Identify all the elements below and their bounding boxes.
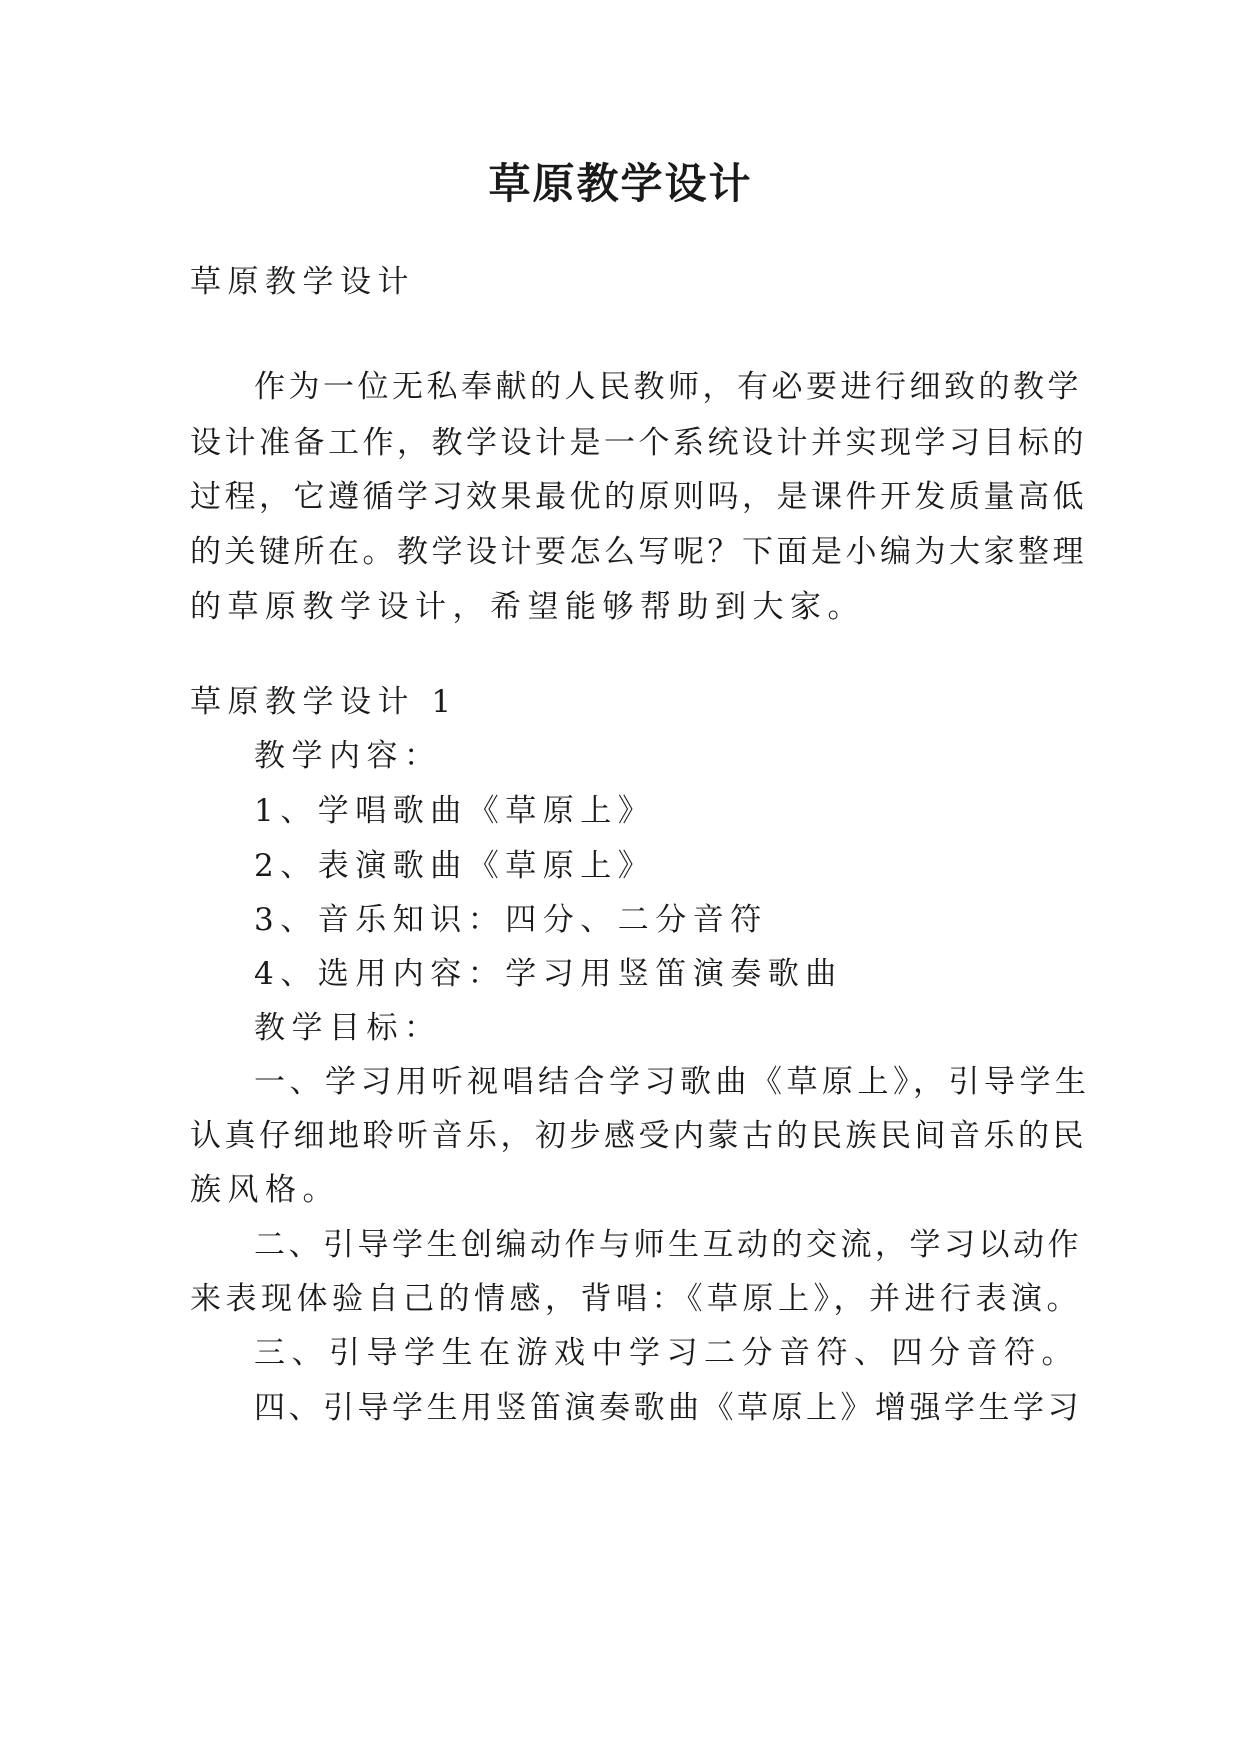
content-item: 3、音乐知识：四分、二分音符 — [254, 902, 768, 938]
intro-line: 的草原教学设计，希望能够帮助到大家。 — [190, 589, 865, 625]
content-item: 2、表演歌曲《草原上》 — [254, 848, 656, 884]
goal-line: 三、引导学生在游戏中学习二分音符、四分音符。 — [254, 1335, 1079, 1371]
content-label: 教学内容： — [254, 738, 442, 774]
goal-line: 一、学习用听视唱结合学习歌曲《草原上》，引导学生 — [254, 1064, 1091, 1100]
intro-line: 过程，它遵循学习效果最优的原则吗，是课件开发质量高低 — [190, 479, 1087, 515]
document-subtitle: 草原教学设计 — [190, 264, 415, 300]
intro-line: 的关键所在。教学设计要怎么写呢？下面是小编为大家整理 — [190, 534, 1087, 570]
section-heading: 草原教学设计 1 — [190, 684, 458, 720]
content-item: 4、选用内容：学习用竖笛演奏歌曲 — [254, 956, 843, 992]
goal-line: 族风格。 — [190, 1172, 340, 1208]
goal-line: 认真仔细地聆听音乐，初步感受内蒙古的民族民间音乐的民 — [190, 1118, 1087, 1154]
intro-line: 作为一位无私奉献的人民教师，有必要进行细致的教学 — [254, 369, 1082, 405]
goal-line: 来表现体验自己的情感，背唱：《草原上》，并进行表演。 — [190, 1281, 1082, 1317]
goals-label: 教学目标： — [254, 1010, 442, 1046]
document-title: 草原教学设计 — [488, 159, 753, 208]
goal-line: 二、引导学生创编动作与师生互动的交流，学习以动作 — [254, 1227, 1082, 1263]
intro-line: 设计准备工作，教学设计是一个系统设计并实现学习目标的 — [190, 425, 1087, 461]
goal-line: 四、引导学生用竖笛演奏歌曲《草原上》增强学生学习 — [254, 1390, 1082, 1426]
content-item: 1、学唱歌曲《草原上》 — [254, 793, 656, 829]
